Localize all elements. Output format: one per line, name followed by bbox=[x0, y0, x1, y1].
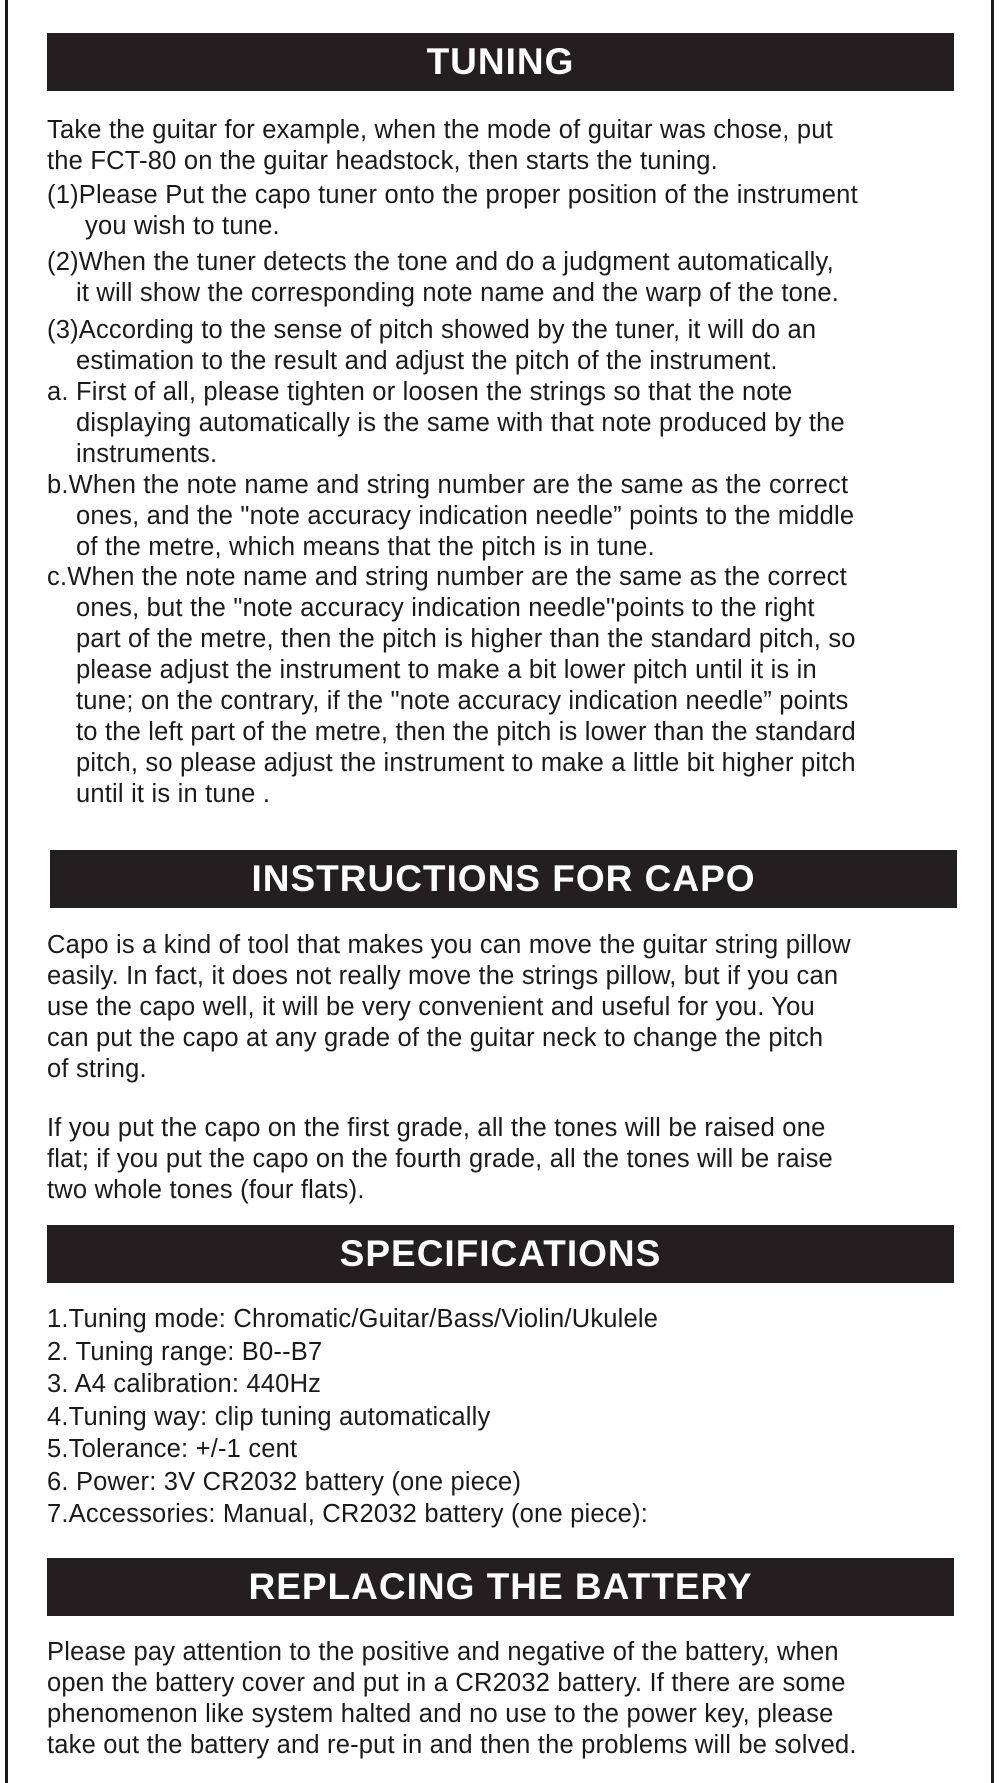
tuning-step-2 bbox=[47, 247, 839, 309]
spec-item: 7.Accessories: Manual, CR2032 battery (one piece): bbox=[47, 1500, 649, 1528]
text-line: the FCT-80 on the guitar headstock, then starts the tuning. bbox=[47, 147, 718, 175]
text-line: (1)Please Put the capo tuner onto the proper position of the instrument bbox=[47, 181, 858, 209]
tuning-subitem-c bbox=[47, 562, 856, 810]
text-line: flat; if you put the capo on the fourth grade, all the tones will be raise bbox=[47, 1145, 833, 1173]
tuning-intro bbox=[47, 115, 833, 177]
text-line: open the battery cover and put in a CR2032 battery. If there are some bbox=[47, 1669, 846, 1697]
specifications-list bbox=[47, 1303, 658, 1531]
text-line: Take the guitar for example, when the mode of guitar was chose, put bbox=[47, 116, 833, 144]
text-line: Please pay attention to the positive and negative of the battery, when bbox=[47, 1638, 839, 1666]
text-line: (3)According to the sense of pitch showed by the tuner, it will do an bbox=[47, 316, 817, 344]
page-border-left bbox=[5, 0, 8, 1783]
spec-item: 5.Tolerance: +/-1 cent bbox=[47, 1435, 298, 1463]
battery-heading: REPLACING THE BATTERY bbox=[47, 1558, 954, 1616]
text-line: of the metre, which means that the pitch is in tune. bbox=[76, 533, 655, 561]
text-line: ones, and the "note accuracy indication needle” points to the middle bbox=[76, 502, 855, 530]
text-line: c.When the note name and string number are the same as the correct bbox=[47, 563, 847, 591]
tuning-step-3 bbox=[47, 315, 816, 377]
text-line: displaying automatically is the same with that note produced by the bbox=[76, 409, 845, 437]
text-line: estimation to the result and adjust the pitch of the instrument. bbox=[76, 347, 778, 375]
text-line: tune; on the contrary, if the "note accuracy indication needle” points bbox=[76, 687, 849, 715]
text-line: (2)When the tuner detects the tone and do a judgment automatically, bbox=[47, 248, 834, 276]
spec-item: 6. Power: 3V CR2032 battery (one piece) bbox=[47, 1467, 522, 1496]
text-line: to the left part of the metre, then the pitch is lower than the standard bbox=[76, 718, 856, 746]
tuning-step-1 bbox=[47, 180, 858, 242]
tuning-heading: TUNING bbox=[47, 33, 954, 91]
specifications-heading: SPECIFICATIONS bbox=[47, 1225, 954, 1283]
text-line: use the capo well, it will be very convenient and useful for you. You bbox=[47, 993, 815, 1021]
spec-item: 4.Tuning way: clip tuning automatically bbox=[47, 1402, 491, 1431]
text-line: phenomenon like system halted and no use to the power key, please bbox=[47, 1700, 834, 1728]
text-line: ones, but the "note accuracy indication needle"points to the right bbox=[76, 594, 815, 622]
page-border-right bbox=[991, 0, 994, 1783]
capo-paragraph-2 bbox=[47, 1113, 833, 1206]
text-line: two whole tones (four flats). bbox=[47, 1176, 365, 1204]
text-line: easily. In fact, it does not really move the strings pillow, but if you can bbox=[47, 962, 839, 990]
text-line: please adjust the instrument to make a bit lower pitch until it is in bbox=[76, 656, 817, 684]
text-line: you wish to tune. bbox=[85, 212, 280, 240]
text-line: can put the capo at any grade of the guitar neck to change the pitch bbox=[47, 1024, 824, 1052]
spec-item: 1.Tuning mode: Chromatic/Guitar/Bass/Violin/Ukulele bbox=[47, 1305, 659, 1333]
capo-heading: INSTRUCTIONS FOR CAPO bbox=[50, 850, 957, 908]
spec-item: 2. Tuning range: B0--B7 bbox=[47, 1337, 323, 1366]
text-line: Capo is a kind of tool that makes you can move the guitar string pillow bbox=[47, 931, 851, 959]
text-line: take out the battery and re-put in and then the problems will be solved. bbox=[47, 1731, 857, 1759]
text-line: part of the metre, then the pitch is higher than the standard pitch, so bbox=[76, 625, 856, 653]
spec-item: 3. A4 calibration: 440Hz bbox=[47, 1370, 322, 1398]
capo-paragraph-1 bbox=[47, 930, 851, 1085]
text-line: pitch, so please adjust the instrument to make a little bit higher pitch bbox=[76, 749, 856, 777]
tuning-subitem-b bbox=[47, 470, 854, 563]
text-line: b.When the note name and string number are the same as the correct bbox=[47, 471, 849, 499]
text-line: If you put the capo on the first grade, all the tones will be raised one bbox=[47, 1114, 826, 1142]
tuning-subitem-a bbox=[47, 377, 845, 470]
text-line: of string. bbox=[47, 1055, 147, 1083]
text-line: until it is in tune . bbox=[76, 780, 271, 808]
battery-paragraph bbox=[47, 1637, 857, 1761]
text-line: it will show the corresponding note name and the warp of the tone. bbox=[76, 279, 840, 307]
text-line: a. First of all, please tighten or loosen the strings so that the note bbox=[47, 378, 793, 406]
text-line: instruments. bbox=[76, 440, 218, 468]
